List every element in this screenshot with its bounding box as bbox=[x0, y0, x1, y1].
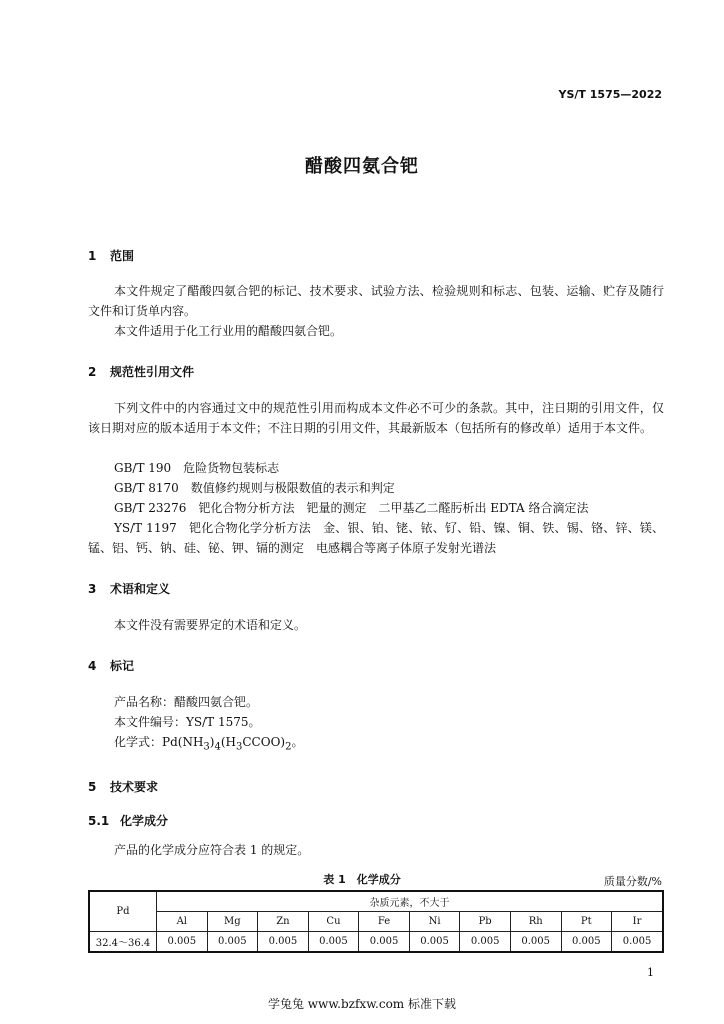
formula-sub: 2 bbox=[285, 741, 292, 753]
section-3-paragraph-1: 本文件没有需要界定的术语和定义。 bbox=[114, 618, 307, 632]
table-caption: 表 1 化学成分 bbox=[323, 873, 401, 886]
footer-watermark: 学兔兔 www.bzfxw.com 标准下载 bbox=[267, 997, 457, 1011]
formula-part: CCOO) bbox=[242, 735, 286, 749]
section-number: 2 bbox=[88, 365, 97, 379]
table-header-element: Pt bbox=[561, 912, 612, 932]
section-2-paragraph-1: 下列文件中的内容通过文中的规范性引用而构成本文件必不可少的条款。其中，注日期的引用文件，仅该日期对应的版本适用于本文件；不注日期的引用文件，其最新版本（包括所有的修改单）适用于本文件。 bbox=[88, 401, 664, 435]
table-row bbox=[89, 932, 663, 953]
table-cell: 0.005 bbox=[258, 932, 309, 953]
table-cell: 0.005 bbox=[561, 932, 612, 953]
section-5-heading bbox=[88, 778, 158, 795]
section-title: 规范性引用文件 bbox=[110, 365, 195, 379]
formula-prefix: 化学式：Pd(NH bbox=[114, 735, 204, 749]
section-title: 范围 bbox=[110, 249, 135, 263]
section-number: 3 bbox=[88, 582, 97, 596]
formula-end: 。 bbox=[291, 735, 304, 749]
table-cell: 0.005 bbox=[409, 932, 460, 953]
table-header-element: Rh bbox=[510, 912, 561, 932]
table-header-pd: Pd bbox=[89, 891, 157, 932]
formula-sub: 3 bbox=[236, 741, 243, 753]
section-title: 化学成分 bbox=[120, 814, 169, 828]
formula-part: ) bbox=[209, 735, 215, 749]
section-1-heading bbox=[88, 247, 134, 264]
table-header-element: Mg bbox=[207, 912, 258, 932]
table-cell: 0.005 bbox=[157, 932, 208, 953]
table-header-element: Al bbox=[157, 912, 208, 932]
section-5-1-heading bbox=[88, 812, 168, 829]
standard-number: YS/T 1575—2022 bbox=[558, 88, 662, 101]
section-number: 5.1 bbox=[88, 814, 110, 828]
table-header-impurities: 杂质元素，不大于 bbox=[157, 891, 664, 912]
table-header-row bbox=[89, 891, 663, 912]
table-cell: 0.005 bbox=[359, 932, 410, 953]
chemical-composition-table bbox=[88, 890, 664, 953]
section-title: 标记 bbox=[110, 659, 135, 673]
formula-sub: 3 bbox=[203, 741, 210, 753]
section-number: 4 bbox=[88, 659, 97, 673]
reference-gbt23276: GB/T 23276 钯化合物分析方法 钯量的测定 二甲基乙二醛肟析出 EDTA 络合滴定法 bbox=[114, 501, 589, 515]
document-number-line: 本文件编号：YS/T 1575。 bbox=[114, 715, 261, 729]
section-1-paragraph-2: 本文件适用于化工行业用的醋酸四氨合钯。 bbox=[114, 324, 343, 338]
section-number: 1 bbox=[88, 249, 97, 263]
table-unit: 质量分数/% bbox=[603, 875, 662, 888]
table-cell: 0.005 bbox=[460, 932, 511, 953]
table-header-element: Zn bbox=[258, 912, 309, 932]
table-cell-pd: 32.4～36.4 bbox=[89, 932, 157, 953]
section-5-1-paragraph-1: 产品的化学成分应符合表 1 的规定。 bbox=[114, 843, 310, 857]
reference-gbt190: GB/T 190 危险货物包装标志 bbox=[114, 461, 280, 475]
section-4-heading bbox=[88, 657, 134, 674]
table-header-element: Pb bbox=[460, 912, 511, 932]
table-header-element: Ir bbox=[612, 912, 663, 932]
reference-gbt8170: GB/T 8170 数值修约规则与极限数值的表示和判定 bbox=[114, 481, 395, 495]
section-title: 术语和定义 bbox=[110, 582, 171, 596]
section-1-paragraph-1: 本文件规定了醋酸四氨合钯的标记、技术要求、试验方法、检验规则和标志、包装、运输、贮存及随行文件和订货单内容。 bbox=[88, 284, 664, 318]
chemical-formula-line bbox=[114, 732, 304, 757]
section-title: 技术要求 bbox=[110, 780, 159, 794]
section-2-heading bbox=[88, 363, 194, 380]
document-title: 醋酸四氨合钯 bbox=[305, 156, 419, 177]
formula-sub: 4 bbox=[214, 741, 221, 753]
reference-yst1197: YS/T 1197 钯化合物化学分析方法 金、银、铂、铑、铱、钌、铅、镍、铜、铁、锡、铬、锌、镁、锰、铝、钙、钠、硅、铋、钾、镉的测定 电感耦合等离子体原子发射光谱法 bbox=[88, 521, 664, 555]
table-header-row bbox=[89, 912, 663, 932]
table-header-element: Cu bbox=[308, 912, 359, 932]
table-header-element: Fe bbox=[359, 912, 410, 932]
table-cell: 0.005 bbox=[510, 932, 561, 953]
section-number: 5 bbox=[88, 780, 97, 794]
product-name-line: 产品名称：醋酸四氨合钯。 bbox=[114, 695, 259, 709]
formula-part: (H bbox=[220, 735, 236, 749]
table-cell: 0.005 bbox=[207, 932, 258, 953]
table-header-element: Ni bbox=[409, 912, 460, 932]
page-number: 1 bbox=[647, 966, 654, 979]
table-cell: 0.005 bbox=[308, 932, 359, 953]
table-cell: 0.005 bbox=[612, 932, 663, 953]
section-3-heading bbox=[88, 580, 170, 597]
